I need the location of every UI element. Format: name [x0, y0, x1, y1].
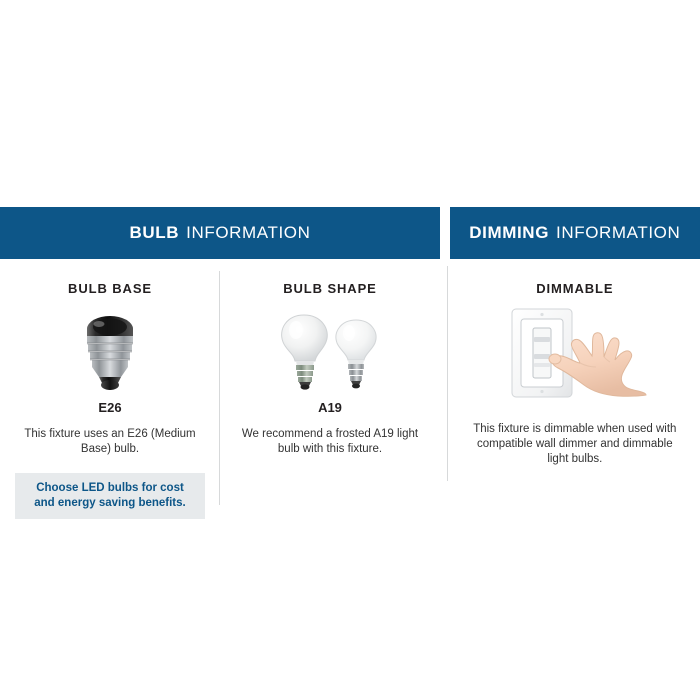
dimming-information-header-bold: DIMMING	[469, 223, 550, 242]
panel-gap	[440, 207, 450, 259]
bulb-information-header-light: INFORMATION	[186, 223, 311, 242]
dimming-information-header	[450, 207, 700, 259]
dimming-body	[450, 259, 700, 467]
bulb-information-header-bold: BULB	[129, 223, 180, 242]
bulb-columns	[0, 259, 440, 519]
wall-dimmer-switch-hand-icon	[450, 298, 700, 408]
bulb-shape-column	[220, 259, 440, 519]
bulb-shape-label: A19	[318, 400, 342, 415]
panel-vertical-divider	[447, 266, 448, 481]
dimmable-title: DIMMABLE	[536, 281, 614, 296]
bulb-base-tip: Choose LED bulbs for cost and energy saving benefits.	[15, 473, 205, 519]
bulb-base-e26-icon	[0, 304, 220, 396]
dimming-information-panel	[450, 207, 700, 519]
panels-row	[0, 207, 700, 519]
dimmable-description: This fixture is dimmable when used with compatible wall dimmer and dimmable light bulbs.	[473, 423, 677, 465]
bulb-information-header	[0, 207, 440, 259]
bulb-shape-description: We recommend a frosted A19 light bulb with this fixture.	[241, 428, 419, 455]
bulb-base-title: BULB BASE	[68, 281, 152, 296]
bulb-shape-title: BULB SHAPE	[283, 281, 377, 296]
bulb-shape-a19-icon	[220, 304, 440, 396]
bulb-base-description: This fixture uses an E26 (Medium Base) bulb.	[24, 428, 196, 455]
bulb-information-panel	[0, 207, 440, 519]
dimming-information-header-light: INFORMATION	[556, 223, 681, 242]
bulb-base-label: E26	[98, 400, 122, 415]
bulb-base-column	[0, 259, 220, 519]
